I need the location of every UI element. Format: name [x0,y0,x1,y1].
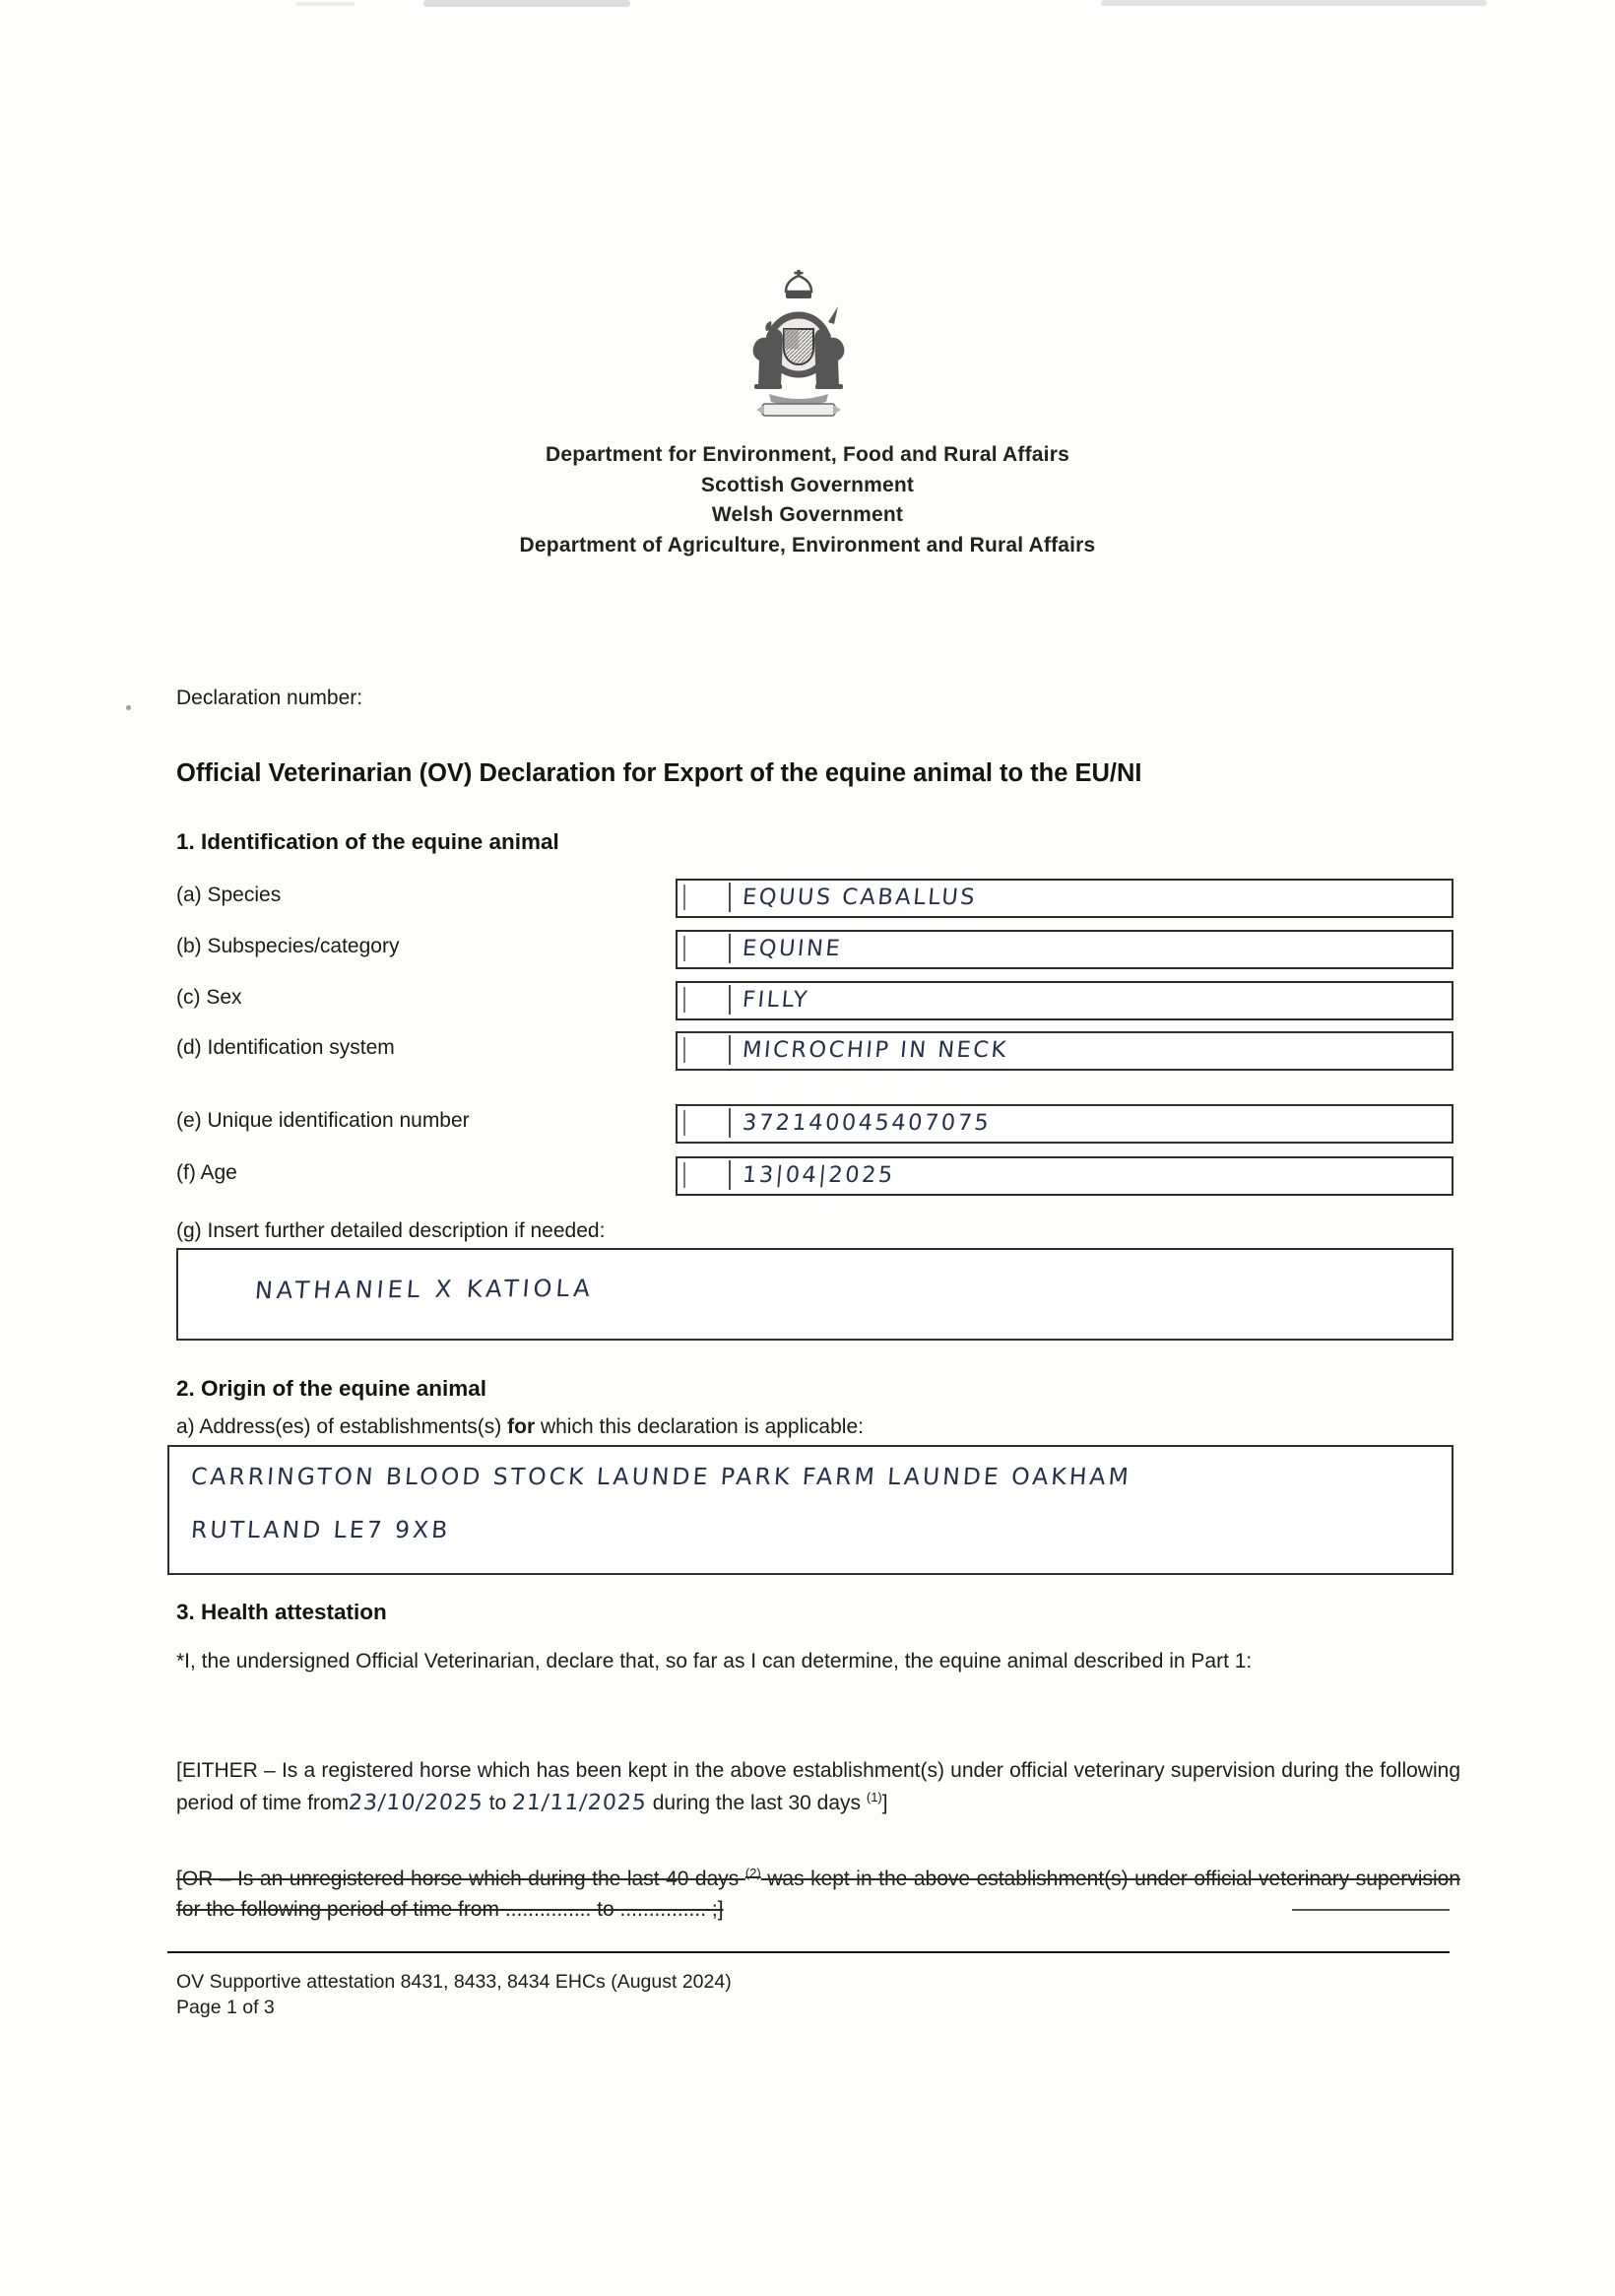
handwritten-identification-system-value: MICROCHIP IN NECK [741,1037,1009,1063]
section1-heading: 1. Identification of the equine animal [176,829,559,854]
attestation-intro: *I, the undersigned Official Veterinarian, declare that, so far as I can determine, the equine animal described in Part 1: [176,1650,1253,1673]
scan-smudge [1101,0,1487,6]
handwritten-age-value: 13|04|2025 [741,1162,896,1188]
address-label-text: a) Address(es) of establishments(s) [176,1415,508,1438]
scan-dot [126,705,131,710]
either-text: to [483,1792,513,1814]
field-row-species [176,879,1450,914]
footer-attestation-ref: OV Supportive attestation 8431, 8433, 8434 EHCs (August 2024) [176,1971,732,1993]
dept-line-scottish: Scottish Government [700,473,915,496]
dept-line-defra: Department for Environment, Food and Rural Affairs [546,443,1069,466]
footnote-ref-2: (2) [744,1866,761,1880]
scan-tick-icon [729,985,731,1015]
sex-field-box [676,981,1454,1020]
further-description-box [176,1248,1454,1341]
declaration-number-label: Declaration number: [176,687,363,709]
scan-smudge [295,2,355,6]
section2-heading: 2. Origin of the equine animal [176,1376,487,1401]
handwritten-sex-value: FILLY [741,987,811,1013]
handwritten-date-to: 21/11/2025 [510,1791,648,1815]
field-row-subspecies [176,930,1450,965]
handwritten-species-value: EQUUS CABALLUS [741,885,979,910]
footnote-ref-1: (1) [866,1790,882,1804]
scan-tick-icon [683,1110,685,1136]
further-description-label: (g) Insert further detailed description if needed: [176,1219,1450,1250]
field-row-unique-id [176,1104,1450,1140]
government-departments-header [0,440,1615,560]
unique-id-field-box [676,1104,1454,1144]
or-text: [OR – Is an unregistered horse which during the last 40 days [176,1868,745,1890]
scan-tick-icon [683,1162,685,1188]
scan-smudge [423,0,630,7]
subspecies-field-box [676,930,1454,969]
or-clause-struck-out [176,1864,1460,1925]
unique-id-label: (e) Unique identification number [176,1109,470,1132]
royal-coat-of-arms-icon [715,268,882,424]
field-row-age [176,1156,1450,1192]
either-clause [176,1754,1460,1819]
subspecies-label: (b) Subspecies/category [176,935,400,957]
strike-line-extension [1292,1909,1450,1911]
footer-rule [167,1951,1450,1953]
either-text: [EITHER – Is a registered horse which has been kept in the above establishment(s) under official veterinary supervision during the following period of time from [176,1759,1460,1814]
field-row-identification-system [176,1031,1450,1067]
address-label-for: for [507,1415,536,1438]
address-box [167,1445,1454,1575]
scan-tick-icon [683,987,685,1013]
handwritten-date-from: 23/10/2025 [347,1791,484,1815]
identification-system-field-box [676,1031,1454,1071]
scan-tick-icon [729,1160,731,1190]
scan-tick-icon [683,936,685,961]
species-label: (a) Species [176,884,282,906]
or-text: was kept in the above establishment(s) under official veterinary supervision for the following period of time from ............... to ............... ;] [176,1868,1460,1921]
dept-line-welsh: Welsh Government [711,503,904,526]
handwritten-address-line2: RUTLAND LE7 9XB [190,1516,452,1543]
age-field-box [676,1156,1454,1196]
field-row-sex [176,981,1450,1017]
footer-page-number: Page 1 of 3 [176,1997,275,2018]
section3-heading: 3. Health attestation [176,1600,387,1624]
handwritten-unique-id-value: 372140045407075 [741,1110,993,1136]
scan-tick-icon [729,883,731,912]
scan-tick-icon [683,885,685,910]
dept-line-daera: Department of Agriculture, Environment and Rural Affairs [519,533,1096,557]
scan-tick-icon [683,1037,685,1063]
species-field-box [676,879,1454,918]
scan-tick-icon [729,934,731,963]
identification-system-label: (d) Identification system [176,1036,395,1059]
page-title: Official Veterinarian (OV) Declaration for Export of the equine animal to the EU/NI [176,759,1142,787]
age-label: (f) Age [176,1161,237,1184]
sex-label: (c) Sex [176,986,242,1009]
handwritten-further-description: NATHANIEL X KATIOLA [253,1274,595,1305]
address-label [176,1415,864,1439]
scan-tick-icon [729,1108,731,1138]
scan-tick-icon [729,1035,731,1065]
handwritten-address-line1: CARRINGTON BLOOD STOCK LAUNDE PARK FARM LAUNDE OAKHAM [190,1463,1132,1490]
handwritten-subspecies-value: EQUINE [741,936,844,961]
address-label-text: which this declaration is applicable: [535,1415,864,1438]
either-text: during the last 30 days [646,1792,867,1814]
either-text: ] [881,1792,888,1814]
